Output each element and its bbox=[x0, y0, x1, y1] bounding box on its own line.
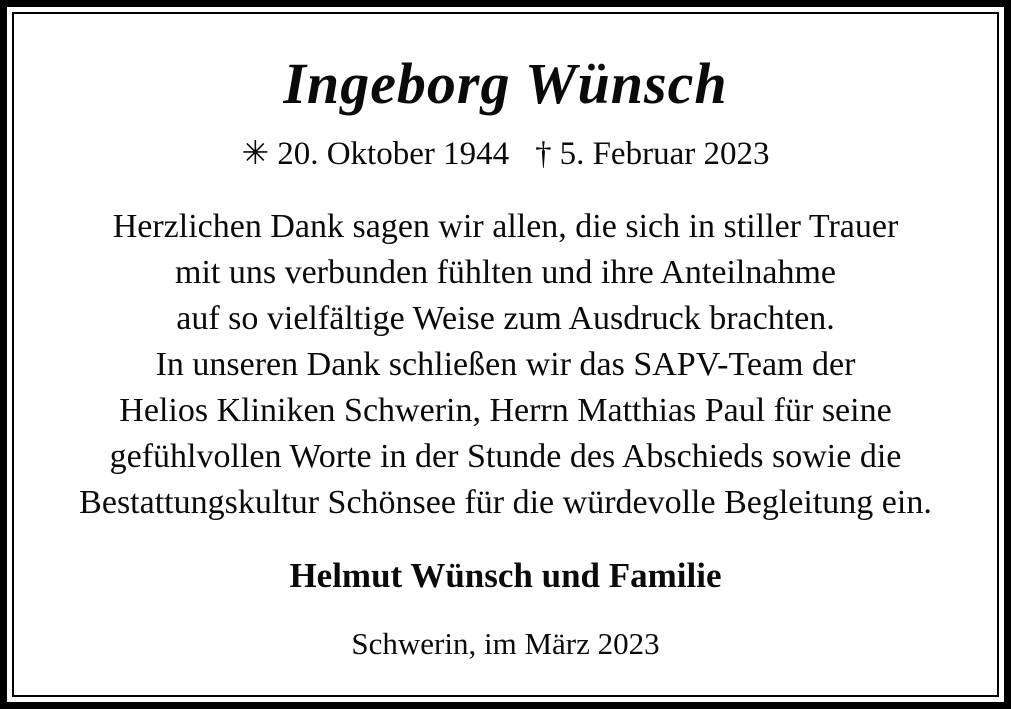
life-dates-line bbox=[14, 134, 997, 174]
thanks-line: Helios Kliniken Schwerin, Herrn Matthias Paul für seine bbox=[119, 392, 892, 429]
death-cross-icon: † bbox=[535, 136, 552, 172]
family-signature: Helmut Wünsch und Familie bbox=[289, 556, 722, 595]
place-and-date: Schwerin, im März 2023 bbox=[351, 626, 660, 661]
thanks-line: Herzlichen Dank sagen wir allen, die sich in stiller Trauer bbox=[112, 208, 899, 245]
thanks-line: gefühlvollen Worte in der Stunde des Abschieds sowie die bbox=[109, 438, 902, 475]
thanks-line: auf so vielfältige Weise zum Ausdruck brachten. bbox=[176, 300, 835, 337]
thanks-paragraph bbox=[14, 204, 997, 526]
birth-star-icon: ✳ bbox=[241, 136, 270, 172]
thanks-line: In unseren Dank schließen wir das SAPV-Team der bbox=[155, 346, 856, 383]
inner-border-frame bbox=[12, 12, 999, 697]
deceased-name: Ingeborg Wünsch bbox=[283, 51, 728, 116]
thanks-line: mit uns verbunden fühlten und ihre Anteilnahme bbox=[175, 254, 836, 291]
thanks-line: Bestattungskultur Schönsee für die würdevolle Begleitung ein. bbox=[79, 484, 932, 521]
death-date: 5. Februar 2023 bbox=[559, 136, 770, 172]
birth-date: 20. Oktober 1944 bbox=[277, 136, 510, 172]
